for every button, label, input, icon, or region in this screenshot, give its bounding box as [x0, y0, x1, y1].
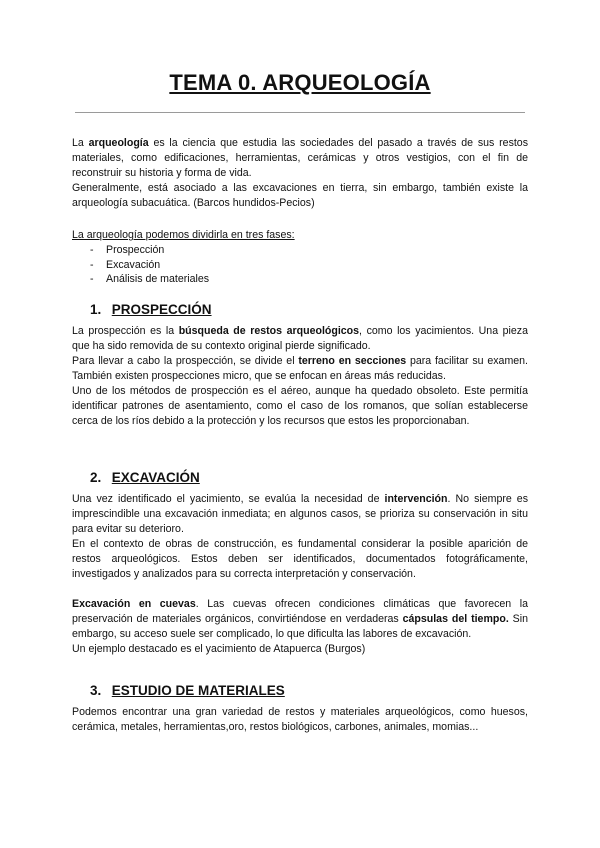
paragraph: [72, 324, 528, 354]
list-item: [72, 243, 528, 258]
text: , como los yacimientos. Una pieza que ha sido removida de su contexto original pierde significado.: [72, 325, 528, 352]
list-item-label: Excavación: [106, 258, 161, 271]
text: Una vez identificado el yacimiento, se evalúa la necesidad de: [72, 493, 385, 505]
intro-text: La: [72, 137, 89, 149]
bullet-dash: -: [90, 258, 94, 271]
paragraph: Podemos encontrar una gran variedad de restos y materiales arqueológicos, como huesos, cerámica, metales, herramientas,oro, restos biológicos, carbones, animales, momias...: [72, 706, 528, 733]
section-title: EXCAVACIÓN: [111, 470, 200, 485]
bold-term: intervención: [384, 493, 448, 505]
text: Sin embargo, su acceso suele ser complicado, lo que dificulta las labores de excavación.: [72, 613, 528, 640]
section-number: 2.: [90, 470, 102, 485]
section-number: 1.: [90, 302, 102, 317]
section-body-excavacion: [72, 492, 528, 657]
section-body-estudio-materiales: [72, 705, 528, 735]
section-heading-excavacion: [90, 470, 200, 485]
phases-list-section: [72, 228, 528, 287]
intro-text: es la ciencia que estudia las sociedades del pasado a través de sus restos materiales, como edificaciones, herramientas, cerámicas y otros vestigios, con el fin de reconstruir su historia y forma de vida.: [72, 137, 528, 179]
bullet-dash: -: [90, 244, 94, 256]
bold-term: Excavación en cuevas: [72, 598, 196, 610]
text: . Las cuevas ofrecen condiciones climáticas que favorecen la preservación de materiales orgánicos, convirtiéndose en verdaderas: [72, 598, 528, 625]
intro-bold-term: arqueología: [88, 137, 149, 149]
bold-term: cápsulas del tiempo.: [402, 613, 509, 625]
text: Para llevar a cabo la prospección, se divide el: [72, 355, 299, 367]
text: para facilitar su examen. También existen prospecciones micro, que se enfocan en áreas más reducidas.: [72, 355, 528, 382]
bold-term: búsqueda de restos arqueológicos: [178, 325, 360, 337]
list-item: [72, 258, 528, 273]
section-heading-estudio-materiales: [90, 683, 285, 698]
phases-heading: La arqueología podemos dividirla en tres fases:: [72, 229, 295, 241]
title-divider: [75, 112, 525, 113]
list-item-label: Análisis de materiales: [106, 273, 210, 285]
paragraph: [72, 492, 528, 537]
section-title: ESTUDIO DE MATERIALES: [111, 683, 285, 698]
page-title: TEMA 0. ARQUEOLOGÍA: [169, 70, 431, 95]
text: . No siempre es imprescindible una excavación inmediata; en algunos casos, se prioriza su conservación in situ para evitar su deterioro.: [72, 493, 528, 535]
intro-paragraph-2: Generalmente, está asociado a las excavaciones en tierra, sin embargo, también existe la arqueología subacuática. (Barcos hundidos-Pecios): [72, 182, 528, 209]
intro-paragraph-1: [72, 136, 528, 181]
section-body-prospeccion: [72, 324, 528, 429]
section-title: PROSPECCIÓN: [111, 302, 212, 317]
paragraph: Uno de los métodos de prospección es el aéreo, aunque ha quedado obsoleto. Este permitía identificar patrones de asentamiento, como el caso de los romanos, que solían establecerse cerca de los ríos debido a la protección y los recursos que estos les proporcionaban.: [72, 385, 528, 427]
paragraph: [72, 597, 528, 642]
paragraph-gap: [72, 582, 528, 597]
phases-list: [72, 243, 528, 287]
paragraph: [72, 354, 528, 384]
list-item: [72, 272, 528, 287]
bold-term: terreno en secciones: [298, 355, 407, 367]
text: La prospección es la: [72, 325, 179, 337]
paragraph: Un ejemplo destacado es el yacimiento de Atapuerca (Burgos): [72, 643, 366, 655]
section-heading-prospeccion: [90, 302, 212, 317]
paragraph: En el contexto de obras de construcción, es fundamental considerar la posible aparición de restos arqueológicos. Estos deben ser identificados, documentados fotográficamente, investigados y analizados para su correcta interpretación y conservación.: [72, 538, 528, 580]
intro-section: [72, 136, 528, 211]
list-item-label: Prospección: [106, 244, 165, 256]
section-number: 3.: [90, 683, 102, 698]
bullet-dash: -: [90, 273, 94, 285]
